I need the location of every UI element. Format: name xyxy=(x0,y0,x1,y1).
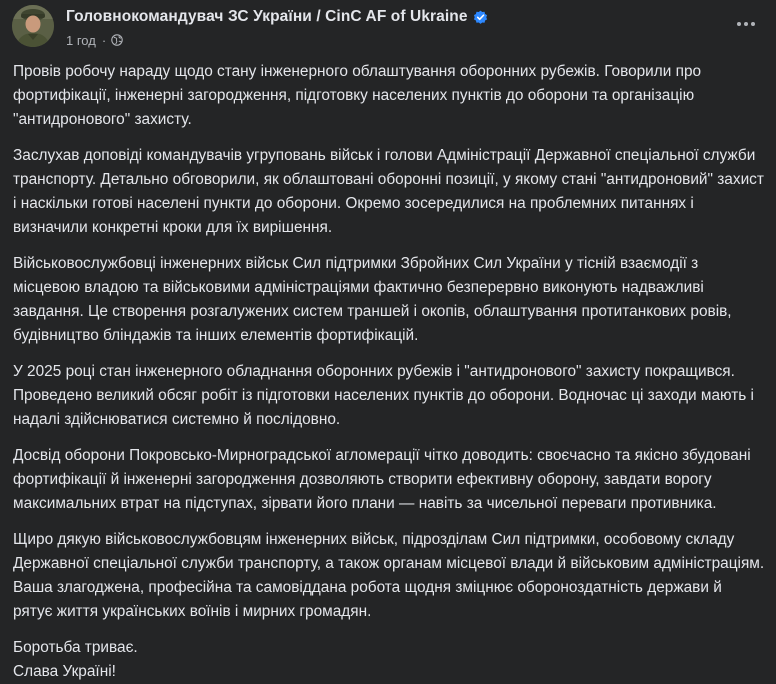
more-options-icon xyxy=(736,21,756,27)
closing-line: Слава Україні! xyxy=(13,663,116,680)
post-paragraph: Провів робочу нараду щодо стану інженерного облаштування оборонних рубежів. Говорили про фортифікації, інженерні загородження, підготовку населених пунктів до оборони та організацію "антидронового" захисту. xyxy=(13,63,702,128)
meta-separator: · xyxy=(101,32,107,48)
post-paragraph: У 2025 році стан інженерного обладнання оборонних рубежів і "антидронового" захисту покращився. Проведено великий обсяг робіт із підготовки населених пунктів до оборони. Водночас ці заходи мають і надалі здійснюватися системно й послідовно. xyxy=(13,363,754,428)
more-options-button[interactable] xyxy=(728,6,764,42)
post-header xyxy=(0,0,776,58)
avatar-portrait-icon xyxy=(12,5,54,47)
post-timestamp[interactable]: 1 год xyxy=(66,32,96,48)
verified-badge-icon xyxy=(473,10,488,25)
post-paragraph: Заслухав доповіді командувачів угруповань військ і голови Адміністрації Державної спеціальної служби транспорту. Детально обговорили, як облаштовані оборонні позиції, у якому стані "антидроновий" захист і наскільки готові населені пункти до оборони. Окремо зосередилися на проблемних питаннях і визначили конкретні кроки для їх вирішення. xyxy=(13,147,764,236)
post-paragraph: Військовослужбовці інженерних військ Сил підтримки Збройних Сил України у тісній взаємодії з місцевою владою та військовими адміністраціями фактично безперервно виконують надважливі завдання. Це створення розгалужених систем траншей і окопів, облаштування протитанкових ровів, будівництво бліндажів та інших елементів фортифікацій. xyxy=(13,255,732,344)
post-paragraph: Досвід оборони Покровсько-Мирноградської агломерації чітко доводить: своєчасно та якісно збудовані фортифікації й інженерні загородження дозволяють створити ефективну оборону, завдати ворогу максимальних втрат на підступах, зірвати його плани — навіть за чисельної переваги противника. xyxy=(13,447,751,512)
author-avatar[interactable] xyxy=(12,5,54,47)
post-meta xyxy=(66,31,123,49)
post-body xyxy=(13,60,765,684)
closing-line: Боротьба триває. xyxy=(13,639,138,656)
author-name[interactable]: Головнокомандувач ЗС України / CinC AF of Ukraine xyxy=(66,8,468,25)
author-line xyxy=(66,7,488,27)
post-paragraph: Щиро дякую військовослужбовцям інженерних військ, підрозділам Сил підтримки, особовому складу Державної спеціальної служби транспорту, а також органам місцевої влади й військовим адміністраціям. Ваша злагоджена, професійна та самовіддана робота щодня зміцнює обороноздатність держави й рятує життя українських воїнів і мирних громадян. xyxy=(13,531,765,620)
globe-icon[interactable] xyxy=(111,34,123,46)
